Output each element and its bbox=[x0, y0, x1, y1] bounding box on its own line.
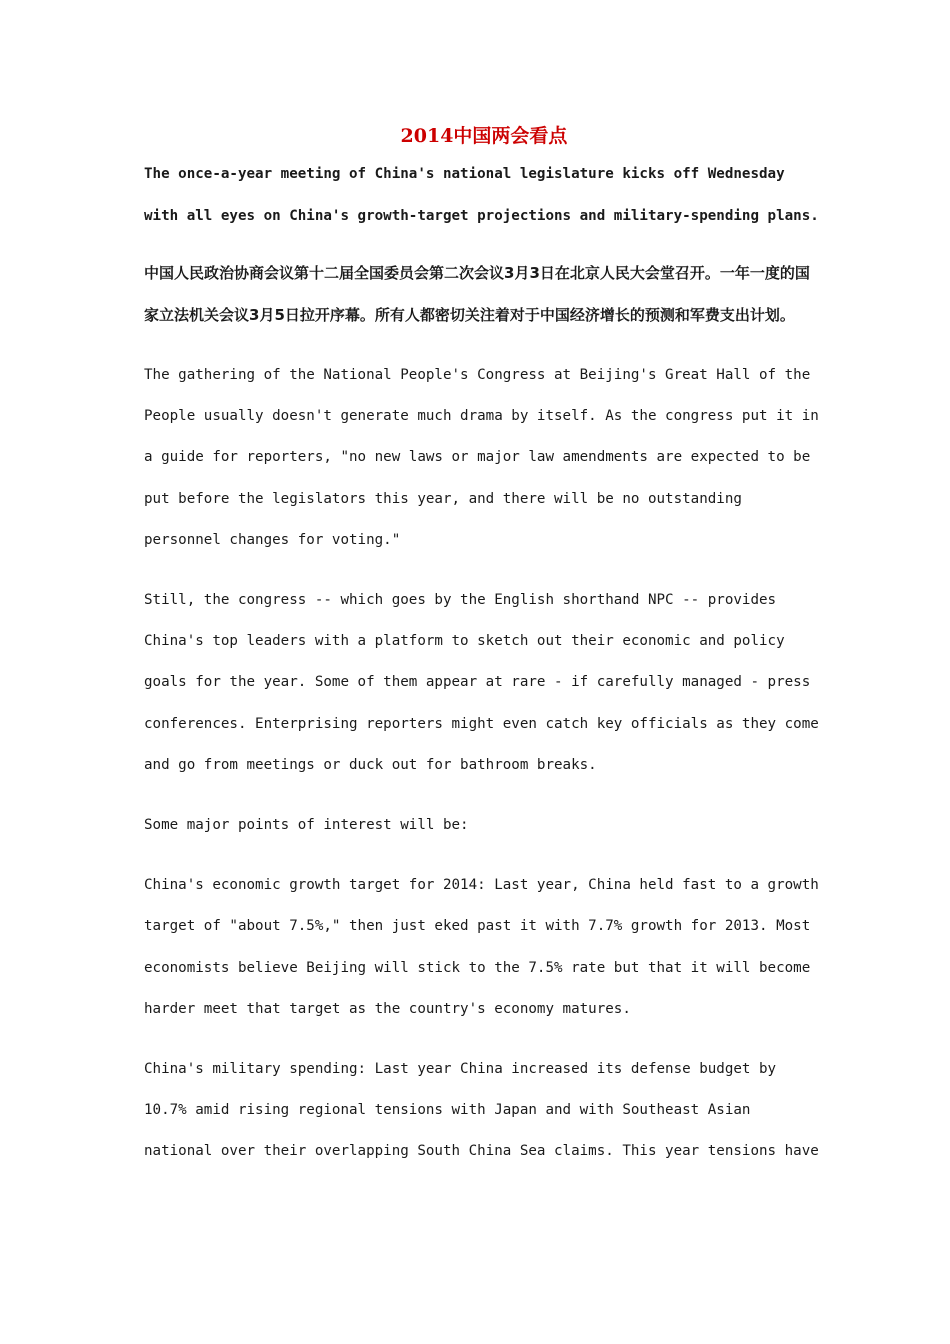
paragraph-still: Still, the congress -- which goes by the English shorthand NPC -- provides China's top leaders with a platform to sketch out their economic and policy goals for the year. Some of them appear at rare - if carefully managed - press conferences. Enterprising reporters might even catch key officials as they come and go from meetings or duck out for bathroom breaks. bbox=[144, 592, 819, 773]
paragraph-growth-target: China's economic growth target for 2014: Last year, China held fast to a growth target of "about 7.5%," then just eked past it with 7.7% growth for 2013. Most economists believe Beijing will stick to the 7.5% rate but that it will become harder meet that target as the country's economy matures. bbox=[144, 877, 819, 1017]
document-title: 2014中国两会看点 bbox=[400, 125, 568, 147]
lead-english: The once-a-year meeting of China's national legislature kicks off Wednesday with all eyes on China's growth-target projections and military-spending plans. bbox=[144, 166, 819, 224]
paragraph-military-spending: China's military spending: Last year China increased its defense budget by 10.7% amid rising regional tensions with Japan and with Southeast Asian national over their overlapping South China Sea claims. This year tensions have bbox=[144, 1061, 819, 1160]
lead-chinese: 中国人民政治协商会议第十二届全国委员会第二次会议3月3日在北京人民大会堂召开。一年一度的国家立法机关会议3月5日拉开序幕。所有人都密切关注着对于中国经济增长的预测和军费支出计划。 bbox=[144, 264, 810, 324]
paragraph-points-intro: Some major points of interest will be: bbox=[144, 817, 469, 834]
paragraph-gathering: The gathering of the National People's Congress at Beijing's Great Hall of the People usually doesn't generate much drama by itself. As the congress put it in a guide for reporters, "no new laws or major law amendments are expected to be put before the legislators this year, and there will be no outstanding personnel changes for voting." bbox=[144, 367, 819, 548]
document-page bbox=[144, 118, 824, 1173]
